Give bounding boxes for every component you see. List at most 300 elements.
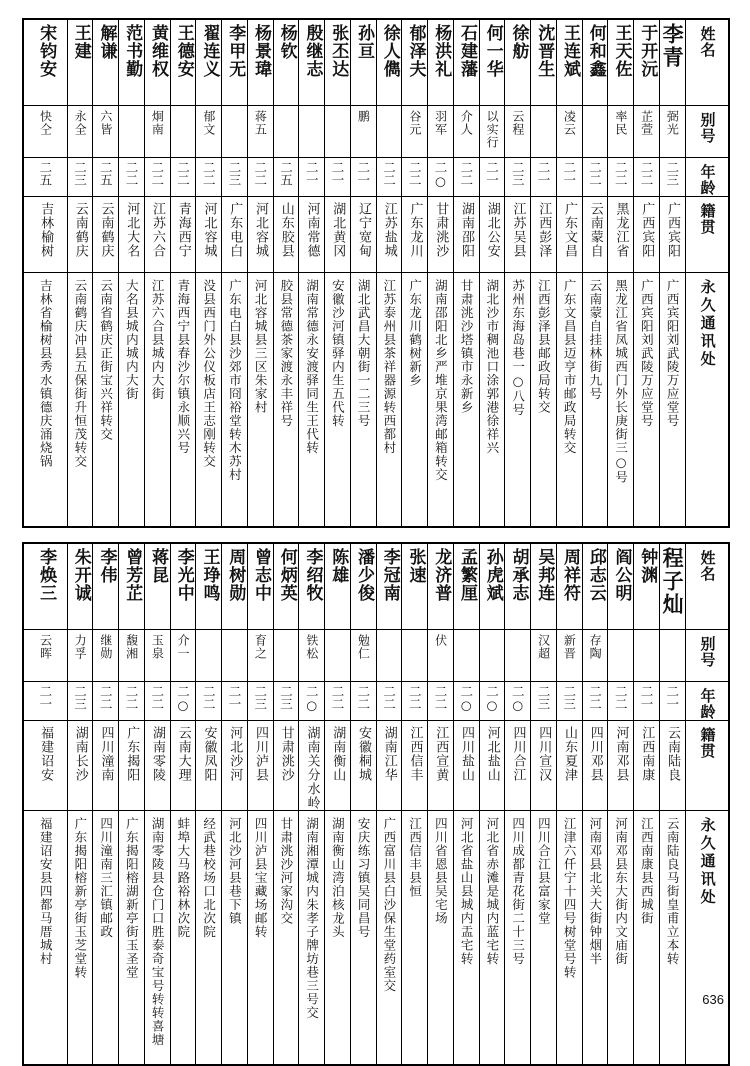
address-text: 河北沙河县巷下镇	[227, 816, 243, 925]
cell-address	[67, 272, 93, 527]
cell-origin	[376, 196, 402, 272]
cell-origin	[299, 720, 325, 810]
cell-origin	[222, 720, 248, 810]
origin-text: 江苏六合	[149, 201, 165, 258]
origin-text: 甘肃洮沙	[278, 725, 294, 782]
cell-name	[222, 543, 248, 629]
alias-text: 蒋五	[253, 109, 268, 136]
cell-address	[556, 272, 582, 527]
address-text: 四川泸县宝藏场邮转	[253, 816, 269, 938]
cell-origin	[453, 720, 479, 810]
name-text: 王连斌	[560, 24, 581, 78]
cell-address	[247, 272, 273, 527]
cell-age	[402, 157, 428, 196]
cell-age	[222, 157, 248, 196]
cell-origin	[531, 196, 557, 272]
header-address-text: 永久通讯处	[698, 278, 717, 369]
cell-origin	[196, 196, 222, 272]
cell-origin	[144, 720, 170, 810]
cell-origin	[608, 196, 634, 272]
cell-origin	[247, 196, 273, 272]
cell-alias	[428, 629, 454, 681]
age-text: 二二	[407, 684, 423, 710]
address-text: 云南鹤庆冲县五保街升恒茂转交	[72, 278, 88, 468]
cell-name	[93, 19, 119, 105]
cell-alias	[299, 105, 325, 157]
age-text: 二二	[458, 160, 474, 186]
cell-alias	[222, 105, 248, 157]
address-text: 江西彭泽县邮政局转交	[536, 278, 552, 414]
cell-alias	[582, 105, 608, 157]
cell-age	[299, 681, 325, 720]
cell-name	[634, 543, 660, 629]
name-text: 张速	[405, 548, 426, 584]
cell-age	[659, 157, 685, 196]
address-text: 江苏六合县城内大街	[150, 278, 166, 400]
name-text: 何一华	[482, 24, 503, 78]
origin-text: 四川泸县	[252, 725, 268, 782]
cell-alias	[23, 629, 67, 681]
cell-alias	[67, 105, 93, 157]
cell-address	[582, 810, 608, 1065]
cell-age	[479, 157, 505, 196]
name-text: 杨钦	[276, 24, 297, 60]
cell-origin	[479, 196, 505, 272]
origin-text: 河南常德	[304, 201, 320, 258]
origin-text: 河北大名	[124, 201, 140, 258]
cell-origin	[556, 720, 582, 810]
address-text: 湖南湘潭城内朱孝子牌坊巷三号交	[304, 816, 320, 1019]
cell-origin	[273, 720, 299, 810]
cell-age	[325, 157, 351, 196]
address-text: 安庆练习镇吴同昌号	[356, 816, 372, 938]
cell-alias	[196, 105, 222, 157]
cell-address	[23, 272, 67, 527]
header-name-text: 姓名	[698, 550, 717, 582]
header-origin	[685, 720, 729, 810]
age-text: 二三	[535, 684, 551, 710]
cell-alias	[608, 629, 634, 681]
cell-age	[144, 681, 170, 720]
cell-alias	[247, 629, 273, 681]
name-text: 龙济普	[431, 548, 452, 602]
header-age	[685, 157, 729, 196]
cell-address	[273, 810, 299, 1065]
address-text: 河南邓县北关大街钟烟半	[587, 816, 603, 965]
cell-origin	[273, 196, 299, 272]
age-text: 二○	[510, 684, 526, 712]
name-text: 孙亘	[354, 24, 375, 60]
alias-text: 介人	[459, 109, 474, 136]
address-text: 蚌埠大马路裕林次院	[175, 816, 191, 938]
header-name	[685, 19, 729, 105]
origin-text: 云南鹤庆	[72, 201, 88, 258]
cell-address	[556, 810, 582, 1065]
cell-name	[582, 19, 608, 105]
cell-alias	[453, 105, 479, 157]
cell-name	[196, 19, 222, 105]
alias-text: 弼光	[665, 109, 680, 136]
age-text: 二五	[37, 160, 53, 186]
cell-alias	[402, 105, 428, 157]
address-text: 四川省恩县吴宅场	[433, 816, 449, 925]
cell-origin	[299, 196, 325, 272]
cell-origin	[325, 196, 351, 272]
origin-text: 云南陆良	[664, 725, 680, 782]
cell-age	[582, 157, 608, 196]
cell-age	[170, 681, 196, 720]
age-text: 二二	[432, 684, 448, 710]
age-text: 二一	[535, 160, 551, 186]
age-text: 二二	[123, 160, 139, 186]
name-text: 潘少俊	[354, 548, 375, 602]
cell-age	[634, 681, 660, 720]
cell-address	[531, 272, 557, 527]
name-text: 王德安	[173, 24, 194, 78]
age-text: 二二	[123, 684, 139, 710]
age-text: 二三	[72, 160, 88, 186]
cell-origin	[428, 196, 454, 272]
cell-age	[93, 157, 119, 196]
cell-origin	[93, 720, 119, 810]
cell-origin	[350, 196, 376, 272]
name-text: 郁泽夫	[405, 24, 426, 78]
cell-origin	[376, 720, 402, 810]
cell-name	[531, 19, 557, 105]
origin-text: 河南邓县	[613, 725, 629, 782]
cell-alias	[144, 105, 170, 157]
cell-address	[428, 810, 454, 1065]
name-text: 陈雄	[328, 548, 349, 584]
name-text: 黄维权	[148, 24, 169, 78]
cell-address	[453, 272, 479, 527]
cell-alias	[479, 105, 505, 157]
cell-address	[350, 810, 376, 1065]
cell-origin	[556, 196, 582, 272]
name-text: 朱开诚	[70, 548, 91, 602]
cell-age	[247, 681, 273, 720]
header-address-text: 永久通讯处	[698, 816, 717, 907]
address-text: 湖南常德永安渡驿同生王代转	[304, 278, 320, 454]
header-name	[685, 543, 729, 629]
name-text: 于开沅	[637, 24, 658, 78]
alias-text: 率民	[613, 109, 628, 136]
name-text: 李绍牧	[302, 548, 323, 602]
cell-origin	[325, 720, 351, 810]
origin-text: 河北容城	[201, 201, 217, 258]
origin-text: 云南蒙自	[587, 201, 603, 258]
roster-table-bottom	[22, 542, 730, 1066]
cell-alias	[479, 629, 505, 681]
name-text: 殷继志	[302, 24, 323, 78]
cell-address	[222, 810, 248, 1065]
cell-age	[247, 157, 273, 196]
age-text: 二二	[613, 684, 629, 710]
cell-address	[144, 272, 170, 527]
cell-age	[119, 681, 145, 720]
cell-alias	[299, 629, 325, 681]
cell-origin	[119, 196, 145, 272]
name-text: 吴邦连	[534, 548, 555, 602]
origin-text: 青海西宁	[175, 201, 191, 258]
alias-text: 馥湘	[124, 633, 139, 660]
age-text: 二二	[407, 160, 423, 186]
cell-origin	[222, 196, 248, 272]
cell-origin	[453, 196, 479, 272]
cell-origin	[505, 196, 531, 272]
name-text: 王琤鸣	[199, 548, 220, 602]
address-text: 广东电白县沙郊市冏裕堂转木苏村	[227, 278, 243, 481]
cell-alias	[170, 105, 196, 157]
name-text: 钟渊	[637, 548, 658, 584]
cell-origin	[634, 720, 660, 810]
cell-address	[23, 810, 67, 1065]
origin-text: 广东揭阳	[124, 725, 140, 782]
name-text: 徐人儁	[379, 24, 400, 78]
origin-text: 湖南江华	[381, 725, 397, 782]
cell-address	[93, 272, 119, 527]
cell-address	[402, 810, 428, 1065]
name-text: 曾芳芷	[122, 548, 143, 602]
cell-age	[119, 157, 145, 196]
cell-origin	[170, 720, 196, 810]
address-text: 胶县常德茶家渡永丰祥号	[278, 278, 294, 427]
name-text: 李青	[660, 23, 685, 69]
address-text: 四川成都青花街二十三号	[510, 816, 526, 965]
address-text: 四川潼南三汇镇邮政	[98, 816, 114, 938]
cell-alias	[350, 105, 376, 157]
header-alias-text: 别号	[698, 111, 717, 144]
address-text: 广东龙川鹤树新乡	[407, 278, 423, 387]
cell-address	[247, 810, 273, 1065]
name-text: 曾志中	[251, 548, 272, 602]
cell-name	[299, 543, 325, 629]
address-text: 苏州东海岛巷一○八号	[510, 278, 526, 416]
cell-origin	[93, 196, 119, 272]
address-text: 甘肃洮沙河家沟交	[278, 816, 294, 925]
cell-age	[93, 681, 119, 720]
cell-age	[634, 157, 660, 196]
cell-alias	[531, 629, 557, 681]
name-text: 周树勋	[225, 548, 246, 602]
cell-alias	[247, 105, 273, 157]
alias-text: 鹏	[356, 109, 371, 123]
address-text: 江津六仟宁十四号树堂号转	[562, 816, 578, 979]
age-text: 二二	[638, 160, 654, 186]
header-origin-text: 籍贯	[698, 726, 717, 759]
cell-origin	[23, 196, 67, 272]
origin-text: 江西宣黄	[433, 725, 449, 782]
cell-address	[608, 810, 634, 1065]
name-text: 程子灿	[660, 547, 685, 616]
cell-name	[23, 543, 67, 629]
cell-alias	[119, 105, 145, 157]
origin-text: 四川宣汉	[536, 725, 552, 782]
age-text: 二二	[355, 684, 371, 710]
name-text: 徐舫	[508, 24, 529, 60]
origin-text: 山东夏津	[561, 725, 577, 782]
alias-text: 存陶	[588, 633, 603, 660]
name-text: 胡承志	[508, 548, 529, 602]
age-text: 二五	[278, 160, 294, 186]
cell-alias	[634, 105, 660, 157]
age-text: 二三	[278, 684, 294, 710]
address-text: 四川合江县富家堂	[536, 816, 552, 925]
cell-alias	[144, 629, 170, 681]
header-age-text: 年龄	[698, 687, 717, 720]
cell-alias	[659, 105, 685, 157]
name-text: 解谦	[96, 24, 117, 60]
cell-name	[325, 543, 351, 629]
cell-age	[479, 681, 505, 720]
cell-name	[170, 543, 196, 629]
cell-age	[531, 681, 557, 720]
header-age	[685, 681, 729, 720]
cell-alias	[325, 105, 351, 157]
address-text: 河北省盐山县城内盂宅转	[459, 816, 475, 965]
cell-age	[505, 157, 531, 196]
header-address	[685, 272, 729, 527]
roster-table-top	[22, 18, 730, 528]
cell-address	[582, 272, 608, 527]
origin-text: 广西宾阳	[664, 201, 680, 258]
cell-origin	[402, 196, 428, 272]
cell-address	[119, 272, 145, 527]
alias-text: 勉仁	[356, 633, 371, 660]
age-text: 二三	[252, 684, 268, 710]
cell-origin	[428, 720, 454, 810]
alias-text: 继勋	[98, 633, 113, 660]
cell-alias	[505, 105, 531, 157]
cell-origin	[170, 196, 196, 272]
cell-origin	[479, 720, 505, 810]
name-text: 李冠南	[379, 548, 400, 602]
cell-alias	[402, 629, 428, 681]
name-text: 张丕达	[328, 24, 349, 78]
origin-text: 安徽桐城	[355, 725, 371, 782]
cell-name	[273, 19, 299, 105]
origin-text: 辽宁宽甸	[355, 201, 371, 258]
age-text: 二一	[484, 160, 500, 186]
cell-name	[247, 19, 273, 105]
cell-name	[608, 543, 634, 629]
name-text: 杨洪礼	[431, 24, 452, 78]
name-text: 石建藩	[457, 24, 478, 78]
cell-age	[428, 157, 454, 196]
cell-origin	[144, 196, 170, 272]
address-text: 江苏泰州县茶祥器源转西都村	[381, 278, 397, 454]
age-text: 二五	[98, 160, 114, 186]
cell-name	[453, 19, 479, 105]
origin-text: 湖北公安	[484, 201, 500, 258]
cell-age	[608, 681, 634, 720]
cell-address	[376, 272, 402, 527]
address-text: 甘肃洮沙塔镇市永新乡	[459, 278, 475, 414]
age-text: 二二	[149, 684, 165, 710]
cell-name	[556, 19, 582, 105]
header-address	[685, 810, 729, 1065]
header-alias-text: 别号	[698, 635, 717, 668]
origin-text: 江西彭泽	[536, 201, 552, 258]
cell-name	[273, 543, 299, 629]
cell-alias	[222, 629, 248, 681]
cell-name	[119, 19, 145, 105]
cell-alias	[23, 105, 67, 157]
origin-text: 云南鹤庆	[98, 201, 114, 258]
alias-text: 炯南	[150, 109, 165, 136]
origin-text: 山东胶县	[278, 201, 294, 258]
origin-text: 福建诏安	[38, 725, 54, 782]
address-text: 江西信丰县恒	[407, 816, 423, 898]
cell-name	[376, 19, 402, 105]
name-text: 范书勤	[122, 24, 143, 78]
alias-text: 郁文	[201, 109, 216, 136]
cell-age	[23, 681, 67, 720]
page-number: 636	[702, 992, 724, 1007]
alias-text: 介一	[176, 633, 191, 660]
cell-origin	[67, 196, 93, 272]
cell-name	[196, 543, 222, 629]
alias-text: 羽军	[433, 109, 448, 136]
age-text: 二二	[98, 684, 114, 710]
cell-age	[608, 157, 634, 196]
cell-origin	[247, 720, 273, 810]
origin-text: 江西信丰	[407, 725, 423, 782]
cell-address	[170, 810, 196, 1065]
origin-text: 河北盐山	[484, 725, 500, 782]
cell-name	[93, 543, 119, 629]
name-text: 邱志云	[585, 548, 606, 602]
cell-alias	[350, 629, 376, 681]
header-alias	[685, 629, 729, 681]
name-text: 周祥符	[560, 548, 581, 602]
name-text: 王天佐	[611, 24, 632, 78]
cell-name	[453, 543, 479, 629]
cell-address	[299, 272, 325, 527]
age-text: 二二	[201, 684, 217, 710]
name-text: 宋钧安	[36, 24, 57, 78]
cell-alias	[453, 629, 479, 681]
age-text: 二二	[175, 160, 191, 186]
name-text: 何和鑫	[585, 24, 606, 78]
age-text: 二○	[304, 684, 320, 712]
cell-name	[428, 543, 454, 629]
alias-text: 以实行	[485, 109, 500, 149]
origin-text: 广东文昌	[561, 201, 577, 258]
cell-age	[659, 681, 685, 720]
age-text: 二一	[561, 160, 577, 186]
age-text: 二二	[587, 160, 603, 186]
cell-name	[247, 543, 273, 629]
name-text: 李光中	[173, 548, 194, 602]
address-text: 广西宾阳刘武陵万应堂号	[665, 278, 681, 427]
cell-origin	[23, 720, 67, 810]
cell-address	[119, 810, 145, 1065]
alias-text: 新晋	[562, 633, 577, 660]
cell-name	[402, 19, 428, 105]
origin-text: 四川邓县	[587, 725, 603, 782]
cell-address	[428, 272, 454, 527]
cell-alias	[93, 629, 119, 681]
cell-address	[144, 810, 170, 1065]
cell-address	[634, 272, 660, 527]
cell-address	[479, 810, 505, 1065]
age-text: 二二	[381, 160, 397, 186]
cell-address	[659, 272, 685, 527]
cell-name	[428, 19, 454, 105]
cell-address	[505, 272, 531, 527]
origin-text: 广东电白	[227, 201, 243, 258]
